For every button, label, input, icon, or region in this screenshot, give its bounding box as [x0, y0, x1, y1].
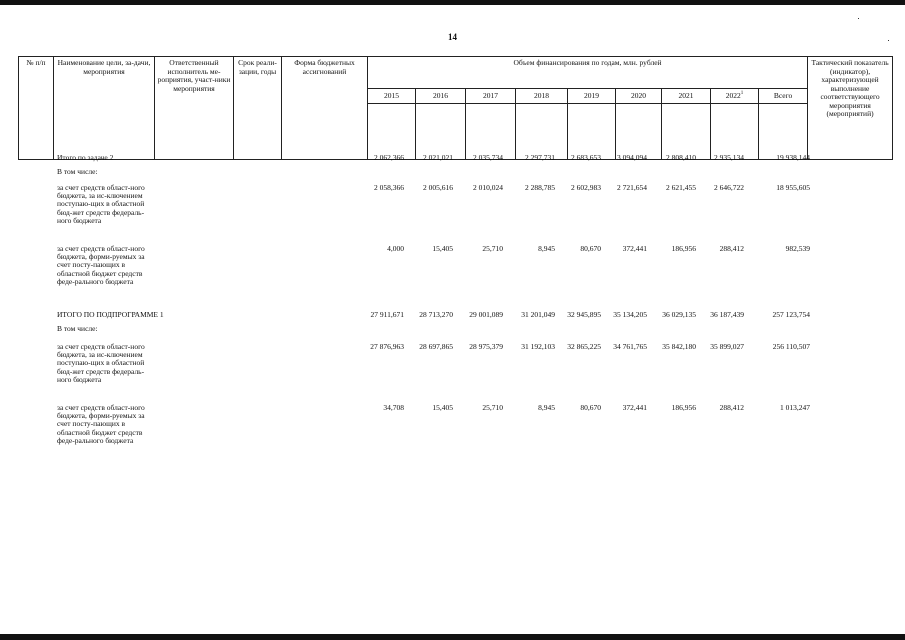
value-cell: 2 646,722: [714, 183, 744, 192]
value-cell: 34 761,765: [613, 342, 647, 351]
value-cell: 28 975,379: [469, 342, 503, 351]
value-cell: 8,945: [538, 244, 555, 253]
value-cell: 27 876,963: [370, 342, 404, 351]
value-cell: 186,956: [671, 244, 696, 253]
scan-speck: [858, 18, 859, 19]
blank-cell: [466, 104, 516, 160]
value-cell: 36 187,439: [710, 310, 744, 319]
row-label: за счет средств област-ного бюджета, за ис-ключением поступаю-щих в областной бюд-жет средств федераль-ного бюджета: [57, 342, 145, 384]
header-num: № п/п: [19, 57, 54, 160]
value-cell: 36 029,135: [662, 310, 696, 319]
value-cell: 372,441: [622, 403, 647, 412]
value-cell: 2 288,785: [525, 183, 555, 192]
row-label: ИТОГО ПО ПОДПРОГРАММЕ 1: [57, 310, 164, 319]
year-header-2022: [711, 89, 759, 104]
value-cell: 18 955,605: [776, 183, 810, 192]
value-cell: 2 005,616: [423, 183, 453, 192]
value-cell: 2 021,021: [423, 153, 453, 162]
value-cell: 2 683,653: [571, 153, 601, 162]
value-cell: 31 192,103: [521, 342, 555, 351]
header-name: Наименование цели, за-дачи, мероприятия: [54, 57, 155, 160]
row-label: В том числе:: [57, 167, 98, 176]
header-term: Срок реали-зации, годы: [234, 57, 282, 160]
page-number: 14: [448, 32, 457, 42]
blank-cell: [416, 104, 466, 160]
blank-cell: [662, 104, 711, 160]
blank-cell: [568, 104, 616, 160]
year-header: 2021: [662, 89, 711, 104]
value-cell: 32 945,895: [567, 310, 601, 319]
value-cell: 28 697,865: [419, 342, 453, 351]
year-header: 2018: [516, 89, 568, 104]
value-cell: 28 713,270: [419, 310, 453, 319]
value-cell: 982,539: [785, 244, 810, 253]
blank-cell: [516, 104, 568, 160]
scan-speck: [888, 40, 889, 41]
value-cell: 25,710: [482, 244, 503, 253]
year-header: 2017: [466, 89, 516, 104]
row-label: В том числе:: [57, 324, 98, 333]
value-cell: 8,945: [538, 403, 555, 412]
header-volume: Объем финансирования по годам, млн. рублей: [368, 57, 808, 89]
value-cell: 80,670: [580, 244, 601, 253]
value-cell: 15,405: [432, 244, 453, 253]
blank-cell: [759, 104, 808, 160]
value-cell: 4,000: [387, 244, 404, 253]
value-cell: 256 110,507: [772, 342, 810, 351]
table-header: [18, 56, 893, 160]
header-executor: Ответственный исполнитель ме-роприятия, участ-ники мероприятия: [155, 57, 234, 160]
value-cell: 19 938,144: [776, 153, 810, 162]
value-cell: 2 621,455: [666, 183, 696, 192]
value-cell: 2 808,410: [666, 153, 696, 162]
year-header: 2019: [568, 89, 616, 104]
value-cell: 372,441: [622, 244, 647, 253]
header-indicator: Тактический показатель (индикатор), характеризующей выполнение соответствующего мероприятия (мероприятий): [808, 57, 893, 160]
value-cell: 2 035,734: [473, 153, 503, 162]
value-cell: 2 062,366: [374, 153, 404, 162]
row-label: за счет средств област-ного бюджета, за ис-ключением поступаю-щих в областной бюд-жет средств федераль-ного бюджета: [57, 183, 145, 225]
value-cell: 257 123,754: [772, 310, 810, 319]
value-cell: 25,710: [482, 403, 503, 412]
value-cell: 32 865,225: [567, 342, 601, 351]
row-label: за счет средств област-ного бюджета, форми-руемых за счет посту-пающих в областной бюджет средств феде-рального бюджета: [57, 403, 145, 445]
value-cell: 35 134,205: [613, 310, 647, 319]
bottom-scan-border: [0, 634, 905, 640]
value-cell: 35 899,027: [710, 342, 744, 351]
footnote-mark: 1: [740, 90, 744, 96]
value-cell: 31 201,049: [521, 310, 555, 319]
value-cell: 80,670: [580, 403, 601, 412]
year-header: 2016: [416, 89, 466, 104]
value-cell: 35 842,180: [662, 342, 696, 351]
value-cell: 27 911,671: [370, 310, 404, 319]
row-label: за счет средств област-ного бюджета, форми-руемых за счет посту-пающих в областной бюджет средств феде-рального бюджета: [57, 244, 145, 286]
row-label: Итого по задаче 2: [57, 153, 114, 162]
value-cell: 186,956: [671, 403, 696, 412]
blank-cell: [368, 104, 416, 160]
blank-cell: [711, 104, 759, 160]
value-cell: 2 721,654: [617, 183, 647, 192]
value-cell: 34,708: [383, 403, 404, 412]
blank-cell: [616, 104, 662, 160]
value-cell: 1 013,247: [780, 403, 810, 412]
value-cell: 2 935,134: [714, 153, 744, 162]
year-header: 2020: [616, 89, 662, 104]
header-form: Форма бюджетных ассигнований: [282, 57, 368, 160]
value-cell: 15,405: [432, 403, 453, 412]
year-label: 2022: [725, 90, 741, 100]
value-cell: 3 094,094: [617, 153, 647, 162]
value-cell: 288,412: [719, 403, 744, 412]
value-cell: 288,412: [719, 244, 744, 253]
year-header-total: Всего: [759, 89, 808, 104]
value-cell: 2 058,366: [374, 183, 404, 192]
year-header: 2015: [368, 89, 416, 104]
top-scan-border: [0, 0, 905, 5]
value-cell: 2 602,983: [571, 183, 601, 192]
value-cell: 29 001,089: [469, 310, 503, 319]
value-cell: 2 297,731: [525, 153, 555, 162]
value-cell: 2 010,024: [473, 183, 503, 192]
